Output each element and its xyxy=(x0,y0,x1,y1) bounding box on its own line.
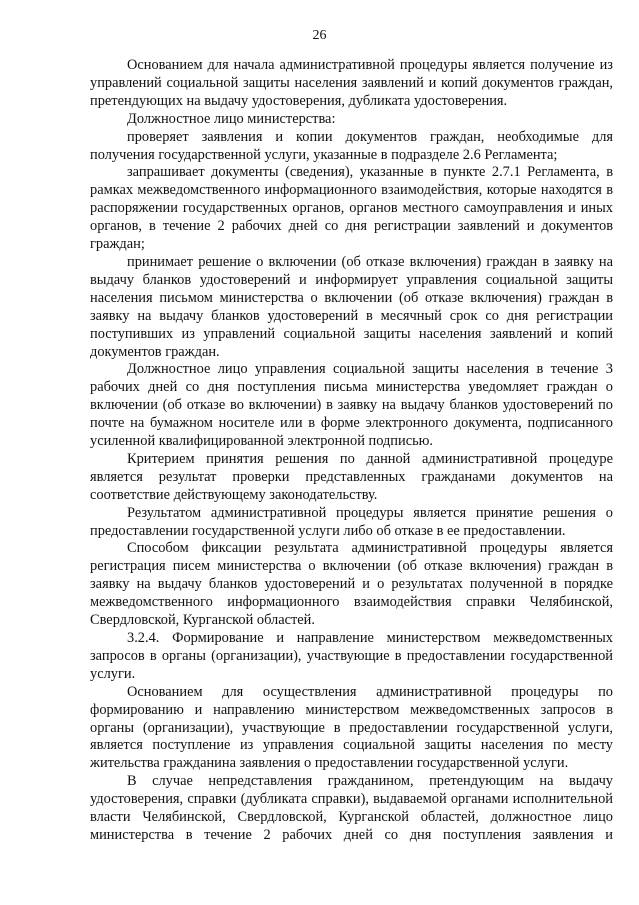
paragraph-checks-documents: проверяет заявления и копии документов граждан, необходимые для получения государственной услуги, указанные в подразделе 2.6 Регламента; xyxy=(90,128,613,163)
paragraph-non-submission: В случае непредставления гражданином, претендующим на выдачу удостоверения, справки (дубликата справки), выдаваемой органами исполнительной власти Челябинской, Свердловской, Курганской областей, должностное лицо министерства в течение 2 рабочих дней со дня поступления заявления и xyxy=(90,773,613,843)
paragraph-basis-requests: Основанием для осуществления административной процедуры по формированию и направлению министерством межведомственных запросов в органы (организации), участвующие в предоставлении государственной услуги, является поступление из управления социальной защиты населения по месту жительства гражданина заявления о предоставлении государственной услуги. xyxy=(90,683,613,772)
paragraph-requests-documents: запрашивает документы (сведения), указанные в пункте 2.7.1 Регламента, в рамках межведомственного информационного взаимодействия, которые находятся в распоряжении государственных органов, органов местного самоуправления и иных органов, в течение 2 рабочих дней со дня регистрации заявлений и документов граждан; xyxy=(90,164,613,253)
paragraph-makes-decision: принимает решение о включении (об отказе включения) граждан в заявку на выдачу бланков удостоверений и информирует управления социальной защиты населения письмом министерства о включении (об отказе включения) граждан в заявку на выдачу бланков удостоверений в месячный срок со дня регистрации поступивших из управлений социальной защиты населения заявлений и копий документов граждан. xyxy=(90,253,613,360)
paragraph-official-intro: Должностное лицо министерства: xyxy=(127,110,336,127)
paragraph-criterion: Критерием принятия решения по данной административной процедуре является результат проверки представленных гражданами документов на соответствие действующему законодательству. xyxy=(90,450,613,503)
section-heading-3-2-4: 3.2.4. Формирование и направление министерством межведомственных запросов в органы (организации), участвующие в предоставлении государственной услуги. xyxy=(90,630,613,682)
paragraph-notification: Должностное лицо управления социальной защиты населения в течение 3 рабочих дней со дня поступления письма министерства уведомляет граждан о включении (об отказе во включении) в заявку на выдачу бланков удостоверений по почте на бумажном носителе или в форме электронного документа, подписанного усиленной квалифицированной электронной подписью. xyxy=(90,361,613,450)
document-body xyxy=(90,57,613,845)
page-number: 26 xyxy=(312,28,327,43)
paragraph-fixation: Способом фиксации результата административной процедуры является регистрация писем министерства о включении (об отказе включения) граждан в заявку на выдачу бланков удостоверений и о результатах полученной в порядке межведомственного информационного взаимодействия справки Челябинской, Свердловской, Курганской областей. xyxy=(90,540,613,629)
paragraph-result: Результатом административной процедуры является принятие решения о предоставлении государственной услуги либо об отказе в ее предоставлении. xyxy=(90,504,613,539)
paragraph-basis-start: Основанием для начала административной процедуры является получение из управлений социальной защиты населения заявлений и копий документов граждан, претендующих на выдачу удостоверения, дубликата удостоверения. xyxy=(90,57,613,109)
